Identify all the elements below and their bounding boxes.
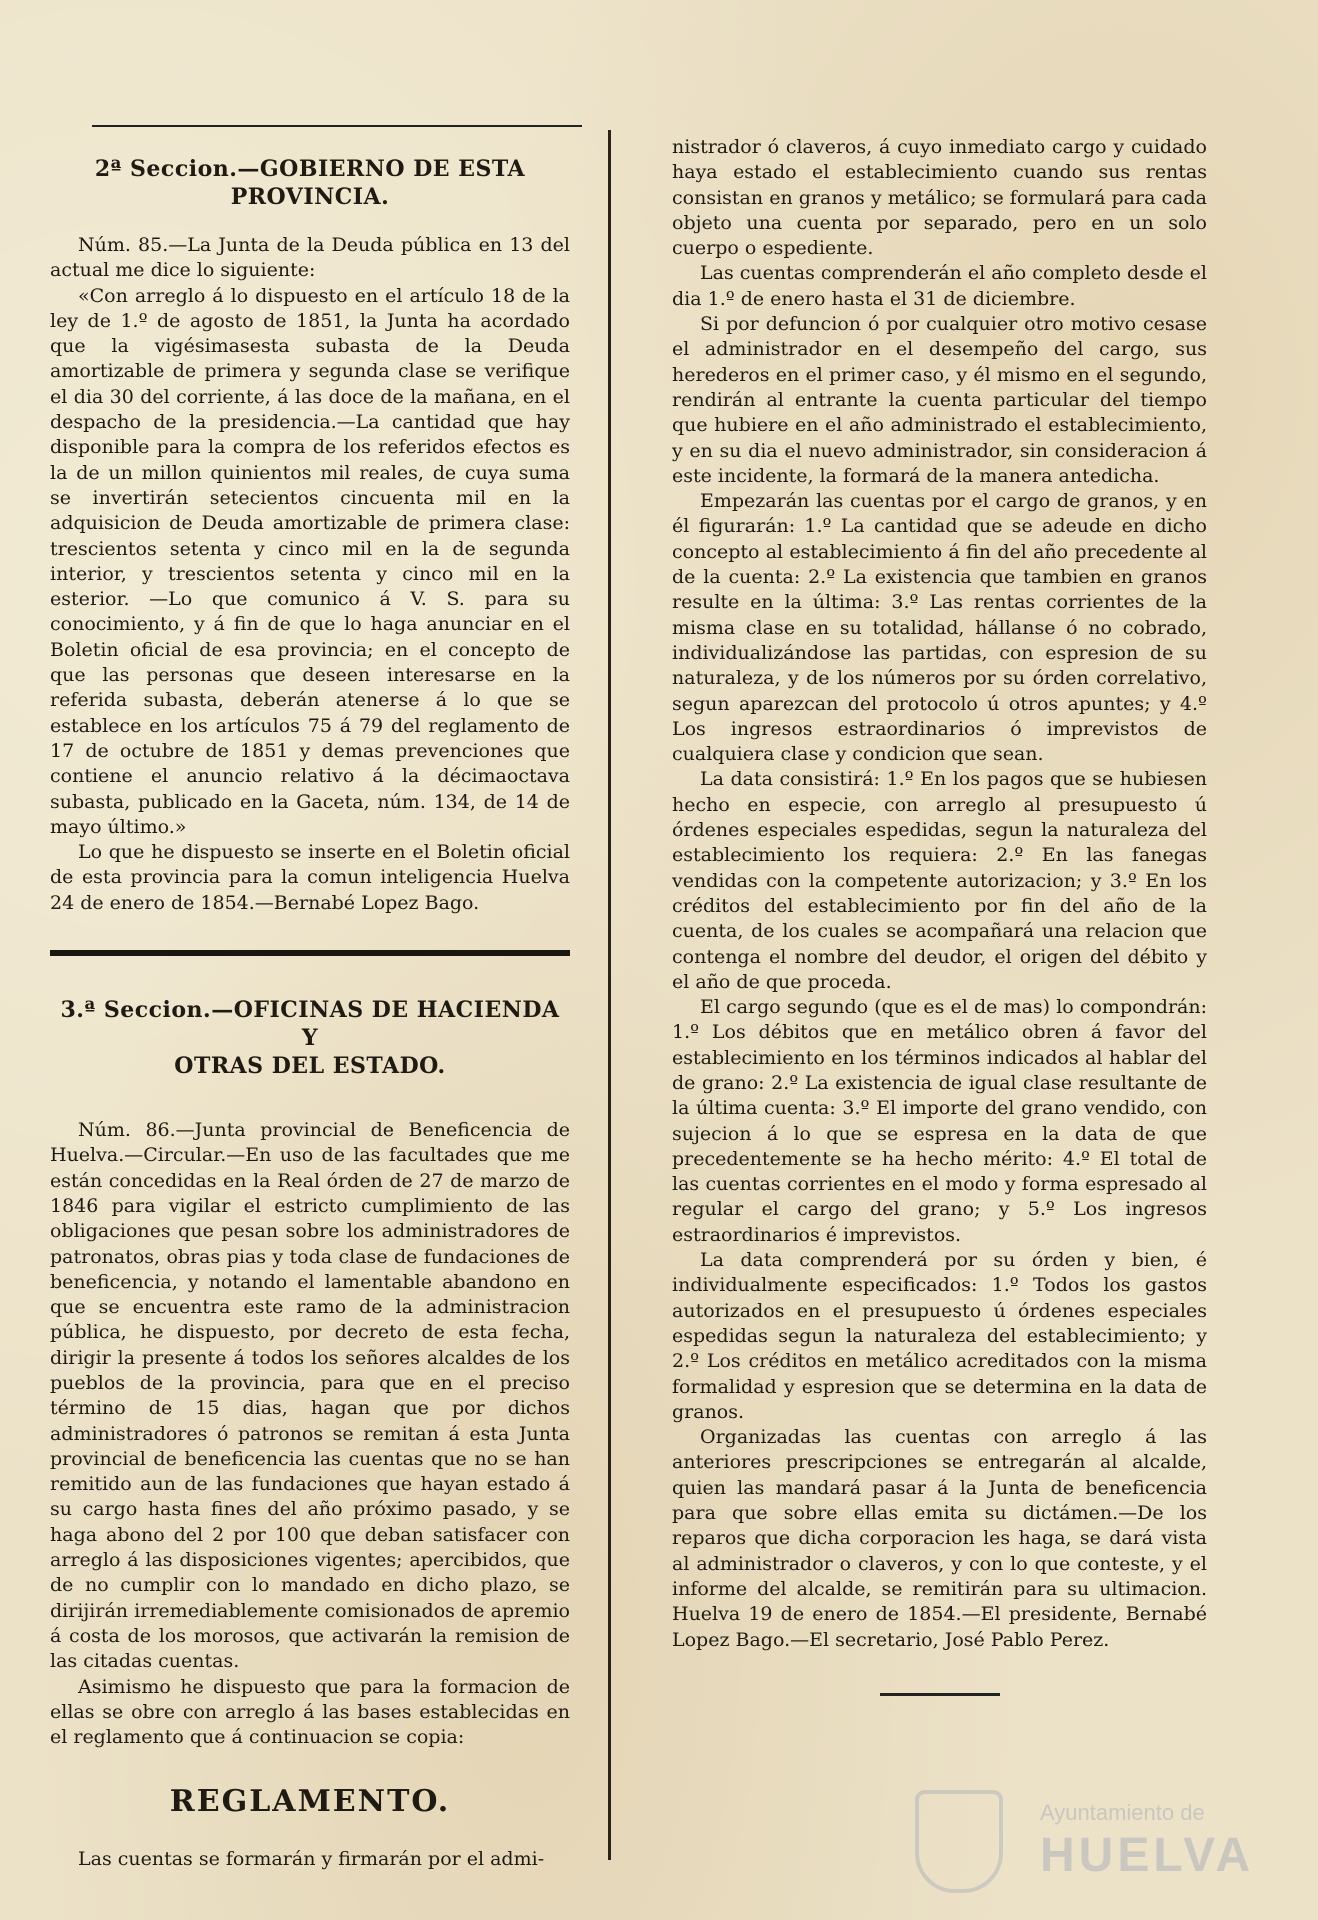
reg-para-5: La data consistirá: 1.º En los pagos que se hubiesen hecho en especie, con arreglo al presupuesto ú órdenes especiales espedidas, segun la naturaleza del establecimiento los requiera: 2.º En las fanegas vendidas con la competente autorizacion; y 3.º En los créditos del establecimiento por fin del año de la cuenta, de los cuales se acompañará una relacion que contenga el nombre del deudor, el origen del débito y el año de que proceda. xyxy=(672,768,1207,993)
section-3-heading-line2: OTRAS DEL ESTADO. xyxy=(174,1053,446,1080)
reg-para-2: Las cuentas comprenderán el año completo desde el dia 1.º de enero hasta el 31 de diciembre. xyxy=(672,262,1207,310)
num86-bases: Asimismo he dispuesto que para la formacion de ellas se obre con arreglo á las bases establecidas en el reglamento que á continuacion se copia: xyxy=(50,1675,570,1749)
num85-intro: Núm. 85.—La Junta de la Deuda pública en 13 del actual me dice lo siguiente: xyxy=(50,234,570,282)
reg-para-8: Organizadas las cuentas con arreglo á las anteriores prescripciones se entregarán al alcalde, quien las mandará pasar á la Junta de beneficencia para que sobre ellas emita su dictámen.—De los reparos que dicha corporacion les haga, se dará vista al administrador o claveros, y con lo que conteste, y el informe del alcalde, se remitirán para su ultimacion. Huelva 19 de enero de 1854.—El presidente, Bernabé Lopez Bago.—El secretario, José Pablo Perez. xyxy=(672,1426,1207,1651)
reg-para-7: La data comprenderá por su órden y bien, é individualmente especificados: 1.º Todos los gastos autorizados en el presupuesto ú órdenes especiales espedidas segun la naturaleza del establecimiento; y 2.º Los créditos en metálico acreditados con la misma formalidad y espresion que se determina en la data de granos. xyxy=(672,1249,1207,1423)
watermark-line1: Ayuntamiento de xyxy=(1040,1800,1205,1825)
left-column xyxy=(50,0,570,1873)
archive-watermark xyxy=(915,1780,1255,1900)
section-3-heading-line1: 3.ª Seccion.—OFICINAS DE HACIENDA Y xyxy=(60,997,560,1052)
reg-para-3: Si por defuncion ó por cualquier otro motivo cesase el administrador en el desempeño del cargo, sus herederos en el primer caso, y él mismo en el segundo, rendirán al entrante la cuenta particular del tiempo que hubiere en el año administrado el establecimiento, y en su dia el nuevo administrador, sin consideracion á este incidente, la formará de la manera antedicha. xyxy=(672,313,1207,487)
end-rule xyxy=(880,1693,1000,1696)
section-2-heading: 2ª Seccion.—GOBIERNO DE ESTA PROVINCIA. xyxy=(94,156,526,210)
watermark-line2: HUELVA xyxy=(1040,1829,1255,1882)
coat-of-arms-icon xyxy=(915,1790,1003,1893)
reg-para-6: El cargo segundo (que es el de mas) lo compondrán: 1.º Los débitos que en metálico obren á favor del establecimiento en los términos indicados al hablar del de grano: 2.º La existencia de igual clase resultante de la última cuenta: 3.º El importe del grano vendido, con sujecion á lo que se espresa en la data de que precedentemente se ha hecho mérito: 4.º El total de las cuentas corrientes en el modo y forma espresado al regular el cargo del grano; y 5.º Los ingresos estraordinarios é imprevistos. xyxy=(672,996,1207,1246)
right-column xyxy=(672,0,1207,1696)
reglamento-first-line: Las cuentas se formarán y firmarán por el admi- xyxy=(78,1848,545,1871)
num86-body: Núm. 86.—Junta provincial de Beneficencia de Huelva.—Circular.—En uso de las facultades que me están concedidas en la Real órden de 27 de marzo de 1846 para vigilar el estricto cumplimiento de las obligaciones que pesan sobre los administradores de patronatos, obras pias y toda clase de fundaciones de beneficencia, y notando el lamentable abandono en que se encuentra este ramo de la administracion pública, he dispuesto, por decreto de esta fecha, dirigir la presente á todos los señores alcaldes de los pueblos de la provincia, para que en el preciso término de 15 dias, hagan que por dichos administradores ó patronos se remitan á esta Junta provincial de beneficencia las cuentas que no se han remitido aun de las fundaciones que hayan estado á su cargo hasta fines del año próximo pasado, y se haga abono del 2 por 100 que deban satisfacer con arreglo á las disposiciones vigentes; apercibidos, que de no cumplir con lo mandado en dicho plazo, se dirijirán irremediablemente comisionados de apremio á costa de los morosos, que activarán la remision de las citadas cuentas. xyxy=(50,1119,570,1673)
num85-closing: Lo que he dispuesto se inserte en el Boletin oficial de esta provincia para la comun inteligencia Huelva 24 de enero de 1854.—Bernabé Lopez Bago. xyxy=(50,841,570,914)
reglamento-title: REGLAMENTO. xyxy=(169,1784,451,1820)
num85-body: «Con arreglo á lo dispuesto en el artículo 18 de la ley de 1.º de agosto de 1851, la Junta ha acordado que la vigésimasesta subasta de la Deuda amortizable de primera y segunda clase se verifique el dia 30 del corriente, á las doce de la mañana, en el despacho de la presidencia.—La cantidad que hay disponible para la compra de los referidos efectos es la de un millon quinientos mil reales, de cuya suma se invertirán setecientos cincuenta mil en la adquisicion de Deuda amortizable de primera clase: trescientos setenta y cinco mil en la de segunda interior, y trescientos setenta y cinco mil en la esterior. —Lo que comunico á V. S. para su conocimiento, y á fin de que lo haga anunciar en el Boletin oficial de esa provincia; en el concepto de que las personas que deseen interesarse en la referida subasta, deberán atenerse á lo que se establece en los artículos 75 á 79 del reglamento de 17 de octubre de 1851 y demas prevenciones que contiene el anuncio relativo á la décimaoctava subasta, publicado en la Gaceta, núm. 134, de 14 de mayo último.» xyxy=(50,284,570,838)
reg-para-1: nistrador ó claveros, á cuyo inmediato cargo y cuidado haya estado el establecimiento cuando sus rentas consistan en granos y metálico; se formulará para cada objeto una cuenta por separado, pero en un solo cuerpo o espediente. xyxy=(672,136,1207,260)
reg-para-4: Empezarán las cuentas por el cargo de granos, y en él figurarán: 1.º La cantidad que se adeude en dicho concepto al establecimiento á fin del año precedente al de la cuenta: 2.º La existencia que tambien en granos resulte en la última: 3.º Las rentas corrientes de la misma clase en su totalidad, hállanse ó no cobrado, individualizándose las partidas, con espresion de su naturaleza, y de los números por su órden correlativo, segun aparezcan del protocolo ú otros apuntes; y 4.º Los ingresos estraordinarios ó imprevistos de cualquiera clase y condicion que sean. xyxy=(672,490,1207,766)
column-divider xyxy=(608,130,611,1860)
